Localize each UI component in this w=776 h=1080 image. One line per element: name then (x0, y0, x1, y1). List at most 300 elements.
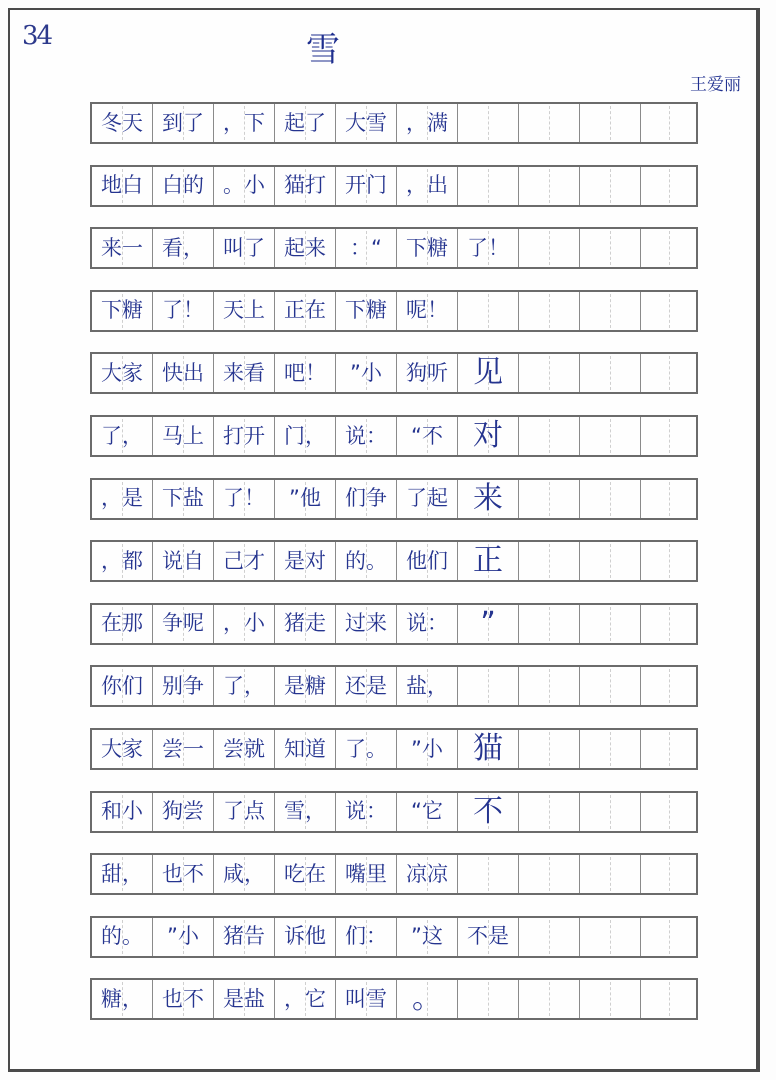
grid-row (90, 290, 698, 332)
handwritten-char: 小 (360, 360, 382, 385)
handwritten-char: 知 (284, 736, 305, 761)
handwritten-char: 快 (162, 360, 183, 385)
handwritten-char: 了 (223, 673, 244, 698)
handwritten-char: 天 (122, 110, 143, 135)
grid-cell (519, 605, 580, 643)
handwritten-char: 起 (284, 110, 305, 135)
handwritten-char: 们 (122, 673, 143, 698)
handwritten-char: 出 (427, 173, 448, 198)
grid-cell (336, 104, 397, 142)
grid-cell (92, 918, 153, 956)
grid-cell (397, 292, 458, 330)
grid-cell (580, 855, 641, 893)
grid-cell (397, 793, 458, 831)
grid-cell (519, 730, 580, 768)
handwritten-char: 大 (345, 110, 366, 135)
handwritten-char: ， (101, 486, 122, 511)
handwritten-char: 糖 (122, 298, 143, 323)
handwritten-char: 它 (421, 799, 443, 824)
handwritten-char: 到 (162, 110, 183, 135)
handwritten-char: “ (411, 799, 422, 824)
grid-cell (214, 104, 275, 142)
handwritten-char: 是 (366, 673, 387, 698)
handwritten-char: 己 (223, 548, 244, 573)
handwritten-char: 们 (427, 548, 448, 573)
handwritten-char: 马 (162, 423, 183, 448)
handwritten-char: 来 (366, 611, 387, 636)
handwritten-char: ， (244, 673, 265, 698)
handwritten-char: 。 (412, 981, 442, 1017)
grid-cell (458, 292, 519, 330)
grid-cell (214, 855, 275, 893)
grid-cell (519, 542, 580, 580)
handwritten-char: 大 (101, 736, 122, 761)
grid-cell (458, 480, 519, 518)
handwritten-char: 猫 (473, 731, 503, 766)
handwritten-char: 叫 (345, 986, 366, 1011)
grid-cell (397, 417, 458, 455)
grid-cell (519, 104, 580, 142)
handwritten-char: ” (411, 924, 422, 949)
handwritten-char: 了 (223, 486, 244, 511)
handwritten-char: 也 (162, 861, 183, 886)
handwritten-char: 就 (244, 736, 265, 761)
grid-row (90, 916, 698, 958)
grid-cell (641, 855, 696, 893)
grid-cell (519, 980, 580, 1018)
handwritten-char: ： (366, 799, 387, 824)
grid-cell (641, 730, 696, 768)
grid-row (90, 415, 698, 457)
grid-cell (275, 292, 336, 330)
grid-cell (397, 667, 458, 705)
grid-cell (275, 855, 336, 893)
handwritten-char: 不 (421, 423, 443, 448)
grid-cell (580, 354, 641, 392)
handwritten-char: ： (366, 924, 387, 949)
grid-cell (336, 605, 397, 643)
handwritten-char: 正 (284, 298, 305, 323)
grid-cell (397, 918, 458, 956)
handwritten-char: 的 (183, 173, 204, 198)
handwritten-char: 了 (467, 235, 488, 260)
grid-cell (92, 605, 153, 643)
handwritten-char: 凉 (427, 861, 448, 886)
grid-cell (641, 918, 696, 956)
grid-cell (580, 292, 641, 330)
grid-cell (641, 292, 696, 330)
handwritten-char: 雪 (284, 799, 305, 824)
grid-cell (397, 354, 458, 392)
handwritten-char: 这 (421, 924, 443, 949)
handwritten-char: 听 (427, 360, 448, 385)
handwritten-char: 盐 (406, 673, 427, 698)
grid-cell (275, 730, 336, 768)
handwritten-char: ， (223, 110, 244, 135)
grid-row (90, 791, 698, 833)
grid-cell (641, 542, 696, 580)
grid-cell (214, 167, 275, 205)
handwritten-char: 凉 (406, 861, 427, 886)
handwritten-char: 下 (345, 298, 366, 323)
grid-cell (336, 855, 397, 893)
grid-cell (519, 417, 580, 455)
grid-cell (641, 480, 696, 518)
grid-cell (580, 542, 641, 580)
handwritten-char: 上 (244, 298, 265, 323)
handwritten-char: 了 (345, 736, 366, 761)
handwritten-char: ！ (183, 298, 204, 323)
grid-cell (153, 793, 214, 831)
grid-cell (458, 417, 519, 455)
grid-cell (458, 542, 519, 580)
grid-cell (458, 918, 519, 956)
grid-cell (153, 417, 214, 455)
grid-cell (153, 292, 214, 330)
grid-cell (92, 104, 153, 142)
grid-cell (397, 855, 458, 893)
handwritten-char: 门 (284, 423, 305, 448)
handwritten-char: 对 (305, 548, 326, 573)
handwritten-char: “ (411, 423, 422, 448)
grid-cell (92, 855, 153, 893)
handwritten-char: 来 (223, 360, 244, 385)
handwritten-char: 走 (305, 611, 326, 636)
grid-cell (458, 667, 519, 705)
grid-cell (519, 480, 580, 518)
handwritten-char: 尝 (223, 736, 244, 761)
handwritten-char: ！ (305, 360, 326, 385)
handwritten-char: 了 (305, 110, 326, 135)
grid-cell (153, 855, 214, 893)
grid-cell (580, 417, 641, 455)
handwritten-char: ， (122, 986, 143, 1011)
handwritten-char: 。 (122, 924, 143, 949)
handwritten-char: ， (406, 110, 427, 135)
handwritten-char: ， (122, 423, 143, 448)
handwritten-char: 还 (345, 673, 366, 698)
grid-cell (336, 480, 397, 518)
grid-cell (92, 730, 153, 768)
grid-cell (92, 229, 153, 267)
handwritten-char: 糖 (427, 235, 448, 260)
grid-cell (153, 104, 214, 142)
handwritten-char: 的 (101, 924, 122, 949)
grid-cell (580, 667, 641, 705)
handwritten-char: 甜 (101, 861, 122, 886)
grid-cell (153, 918, 214, 956)
handwritten-char: ： (350, 235, 372, 260)
handwritten-char: 叫 (223, 235, 244, 260)
handwritten-char: 在 (101, 611, 122, 636)
grid-cell (275, 104, 336, 142)
grid-row (90, 603, 698, 645)
grid-cell (641, 104, 696, 142)
grid-cell (92, 793, 153, 831)
handwritten-char: 说 (345, 799, 366, 824)
grid-cell (519, 292, 580, 330)
grid-cell (275, 605, 336, 643)
grid-row (90, 540, 698, 582)
grid-cell (153, 167, 214, 205)
grid-cell (92, 667, 153, 705)
grid-cell (458, 793, 519, 831)
handwritten-char: 。 (366, 548, 387, 573)
handwritten-char: 过 (345, 611, 366, 636)
grid-cell (519, 229, 580, 267)
grid-row (90, 227, 698, 269)
grid-cell (153, 667, 214, 705)
handwritten-char: 下 (101, 298, 122, 323)
handwritten-char: 大 (101, 360, 122, 385)
grid-cell (580, 918, 641, 956)
handwritten-char: 盐 (183, 486, 204, 511)
handwritten-char: 开 (244, 423, 265, 448)
handwritten-char: 告 (244, 924, 265, 949)
handwritten-char: “ (371, 235, 382, 260)
grid-row (90, 478, 698, 520)
handwritten-char: 狗 (406, 360, 427, 385)
handwritten-char: 看 (162, 235, 183, 260)
handwritten-char: 也 (162, 986, 183, 1011)
grid-cell (153, 980, 214, 1018)
handwritten-char: 糖 (305, 673, 326, 698)
handwritten-char: 地 (101, 173, 122, 198)
handwritten-char: 是 (284, 548, 305, 573)
grid-cell (336, 542, 397, 580)
grid-cell (214, 229, 275, 267)
grid-cell (641, 667, 696, 705)
grid-cell (153, 229, 214, 267)
grid-cell (397, 167, 458, 205)
grid-cell (336, 167, 397, 205)
handwritten-char: 们 (345, 924, 366, 949)
handwritten-char: 嘴 (345, 861, 366, 886)
handwritten-char: 吃 (284, 861, 305, 886)
handwritten-char: 的 (345, 548, 366, 573)
grid-cell (580, 229, 641, 267)
handwritten-char: 说 (162, 548, 183, 573)
handwritten-char: 猫 (284, 173, 305, 198)
grid-cell (458, 167, 519, 205)
handwritten-char: 来 (473, 480, 503, 516)
handwritten-char: 上 (183, 423, 204, 448)
grid-cell (153, 480, 214, 518)
handwritten-char: ， (244, 861, 265, 886)
handwritten-char: 不 (467, 924, 488, 949)
grid-row (90, 978, 698, 1020)
grid-cell (641, 793, 696, 831)
handwritten-char: ” (350, 360, 361, 385)
grid-cell (397, 104, 458, 142)
grid-cell (458, 354, 519, 392)
grid-row (90, 102, 698, 144)
handwritten-char: ： (427, 611, 448, 636)
handwritten-char: 了 (223, 799, 244, 824)
handwritten-char: 说 (345, 423, 366, 448)
handwritten-char: 小 (421, 736, 443, 761)
grid-cell (214, 918, 275, 956)
handwritten-char: 一 (122, 235, 143, 260)
handwritten-char: ： (366, 423, 387, 448)
grid-cell (641, 417, 696, 455)
handwritten-char: 打 (305, 173, 326, 198)
grid-cell (580, 793, 641, 831)
grid-cell (214, 980, 275, 1018)
grid-cell (580, 980, 641, 1018)
handwritten-char: 那 (122, 611, 143, 636)
handwritten-char: 猪 (223, 924, 244, 949)
handwritten-char: 都 (122, 548, 143, 573)
handwritten-char: 小 (244, 611, 265, 636)
grid-cell (458, 229, 519, 267)
handwritten-char: 下 (162, 486, 183, 511)
grid-cell (275, 167, 336, 205)
grid-cell (92, 417, 153, 455)
grid-cell (397, 480, 458, 518)
handwritten-char: 小 (122, 799, 143, 824)
grid-cell (519, 667, 580, 705)
handwritten-char: 在 (305, 861, 326, 886)
handwritten-char: 家 (122, 360, 143, 385)
handwritten-char: 糖 (366, 298, 387, 323)
handwritten-char: 不 (183, 986, 204, 1011)
grid-cell (397, 605, 458, 643)
grid-cell (458, 855, 519, 893)
handwritten-char: 雪 (366, 110, 387, 135)
grid-cell (580, 480, 641, 518)
handwritten-char: ” (289, 486, 300, 511)
handwritten-char: 一 (183, 736, 204, 761)
grid-cell (275, 354, 336, 392)
handwritten-char: 说 (406, 611, 427, 636)
handwritten-char: 不 (183, 861, 204, 886)
grid-row (90, 853, 698, 895)
grid-cell (214, 605, 275, 643)
page-number: 34 (22, 21, 52, 51)
handwritten-char: 争 (183, 673, 204, 698)
handwritten-char: 下 (406, 235, 427, 260)
grid-cell (275, 229, 336, 267)
handwritten-char: 开 (345, 173, 366, 198)
handwritten-char: 他 (305, 924, 326, 949)
grid-cell (336, 793, 397, 831)
handwritten-char: 白 (122, 173, 143, 198)
handwritten-char: ， (284, 986, 305, 1011)
grid-cell (641, 354, 696, 392)
handwritten-char: 争 (366, 486, 387, 511)
handwritten-char: 打 (223, 423, 244, 448)
handwritten-char: 了 (162, 298, 183, 323)
grid-cell (275, 667, 336, 705)
grid-cell (336, 918, 397, 956)
handwritten-char: ， (101, 548, 122, 573)
grid-cell (458, 605, 519, 643)
grid-cell (336, 730, 397, 768)
handwritten-char: 糖 (101, 986, 122, 1011)
grid-cell (458, 980, 519, 1018)
handwritten-char: 了 (244, 235, 265, 260)
grid-cell (641, 605, 696, 643)
grid-cell (275, 480, 336, 518)
grid-cell (214, 667, 275, 705)
handwritten-char: 了 (101, 423, 122, 448)
grid-cell (275, 980, 336, 1018)
grid-cell (92, 292, 153, 330)
grid-cell (153, 730, 214, 768)
handwritten-char: 诉 (284, 924, 305, 949)
grid-cell (214, 354, 275, 392)
grid-cell (641, 229, 696, 267)
grid-row (90, 728, 698, 770)
handwritten-char: 见 (473, 355, 503, 391)
grid-cell (580, 605, 641, 643)
grid-cell (214, 730, 275, 768)
handwritten-char: 和 (101, 799, 122, 824)
grid-cell (275, 417, 336, 455)
grid-cell (580, 730, 641, 768)
handwritten-char: 点 (244, 799, 265, 824)
handwritten-char: 道 (305, 736, 326, 761)
grid-cell (336, 980, 397, 1018)
grid-cell (519, 354, 580, 392)
handwritten-char: 。 (366, 736, 387, 761)
handwritten-char: 自 (183, 548, 204, 573)
handwritten-char: 你 (101, 673, 122, 698)
handwritten-char: ” (411, 736, 422, 761)
grid-cell (214, 542, 275, 580)
handwritten-char: 雪 (366, 986, 387, 1011)
handwritten-char: 争 (162, 611, 183, 636)
handwritten-char: 出 (183, 360, 204, 385)
handwritten-char: ， (305, 799, 326, 824)
handwritten-char: 正 (473, 543, 503, 579)
handwritten-char: 起 (427, 486, 448, 511)
author-name: 王爱丽 (690, 75, 741, 95)
handwritten-char: 满 (427, 110, 448, 135)
handwritten-char: 别 (162, 673, 183, 698)
handwritten-char: 天 (223, 298, 244, 323)
grid-cell (397, 980, 458, 1018)
handwritten-char: 猪 (284, 611, 305, 636)
handwritten-char: 门 (366, 173, 387, 198)
handwritten-char: 是 (488, 924, 509, 949)
grid-cell (519, 918, 580, 956)
handwritten-char: 在 (305, 298, 326, 323)
grid-cell (92, 167, 153, 205)
handwritten-char: 了 (183, 110, 204, 135)
handwritten-char: 狗 (162, 799, 183, 824)
grid-cell (580, 104, 641, 142)
handwritten-char: ， (122, 861, 143, 886)
handwritten-char: 呢 (406, 298, 427, 323)
handwritten-char: 冬 (101, 110, 122, 135)
handwritten-char: 里 (366, 861, 387, 886)
grid-cell (214, 292, 275, 330)
essay-title: 雪 (306, 30, 340, 70)
grid-cell (153, 354, 214, 392)
grid-cell (641, 167, 696, 205)
grid-cell (336, 417, 397, 455)
handwritten-char: 们 (345, 486, 366, 511)
handwritten-char: 下 (244, 110, 265, 135)
handwritten-char: 起 (284, 235, 305, 260)
handwritten-char: 来 (101, 235, 122, 260)
grid-cell (336, 229, 397, 267)
grid-row (90, 352, 698, 394)
grid-cell (92, 980, 153, 1018)
grid-row (90, 165, 698, 207)
